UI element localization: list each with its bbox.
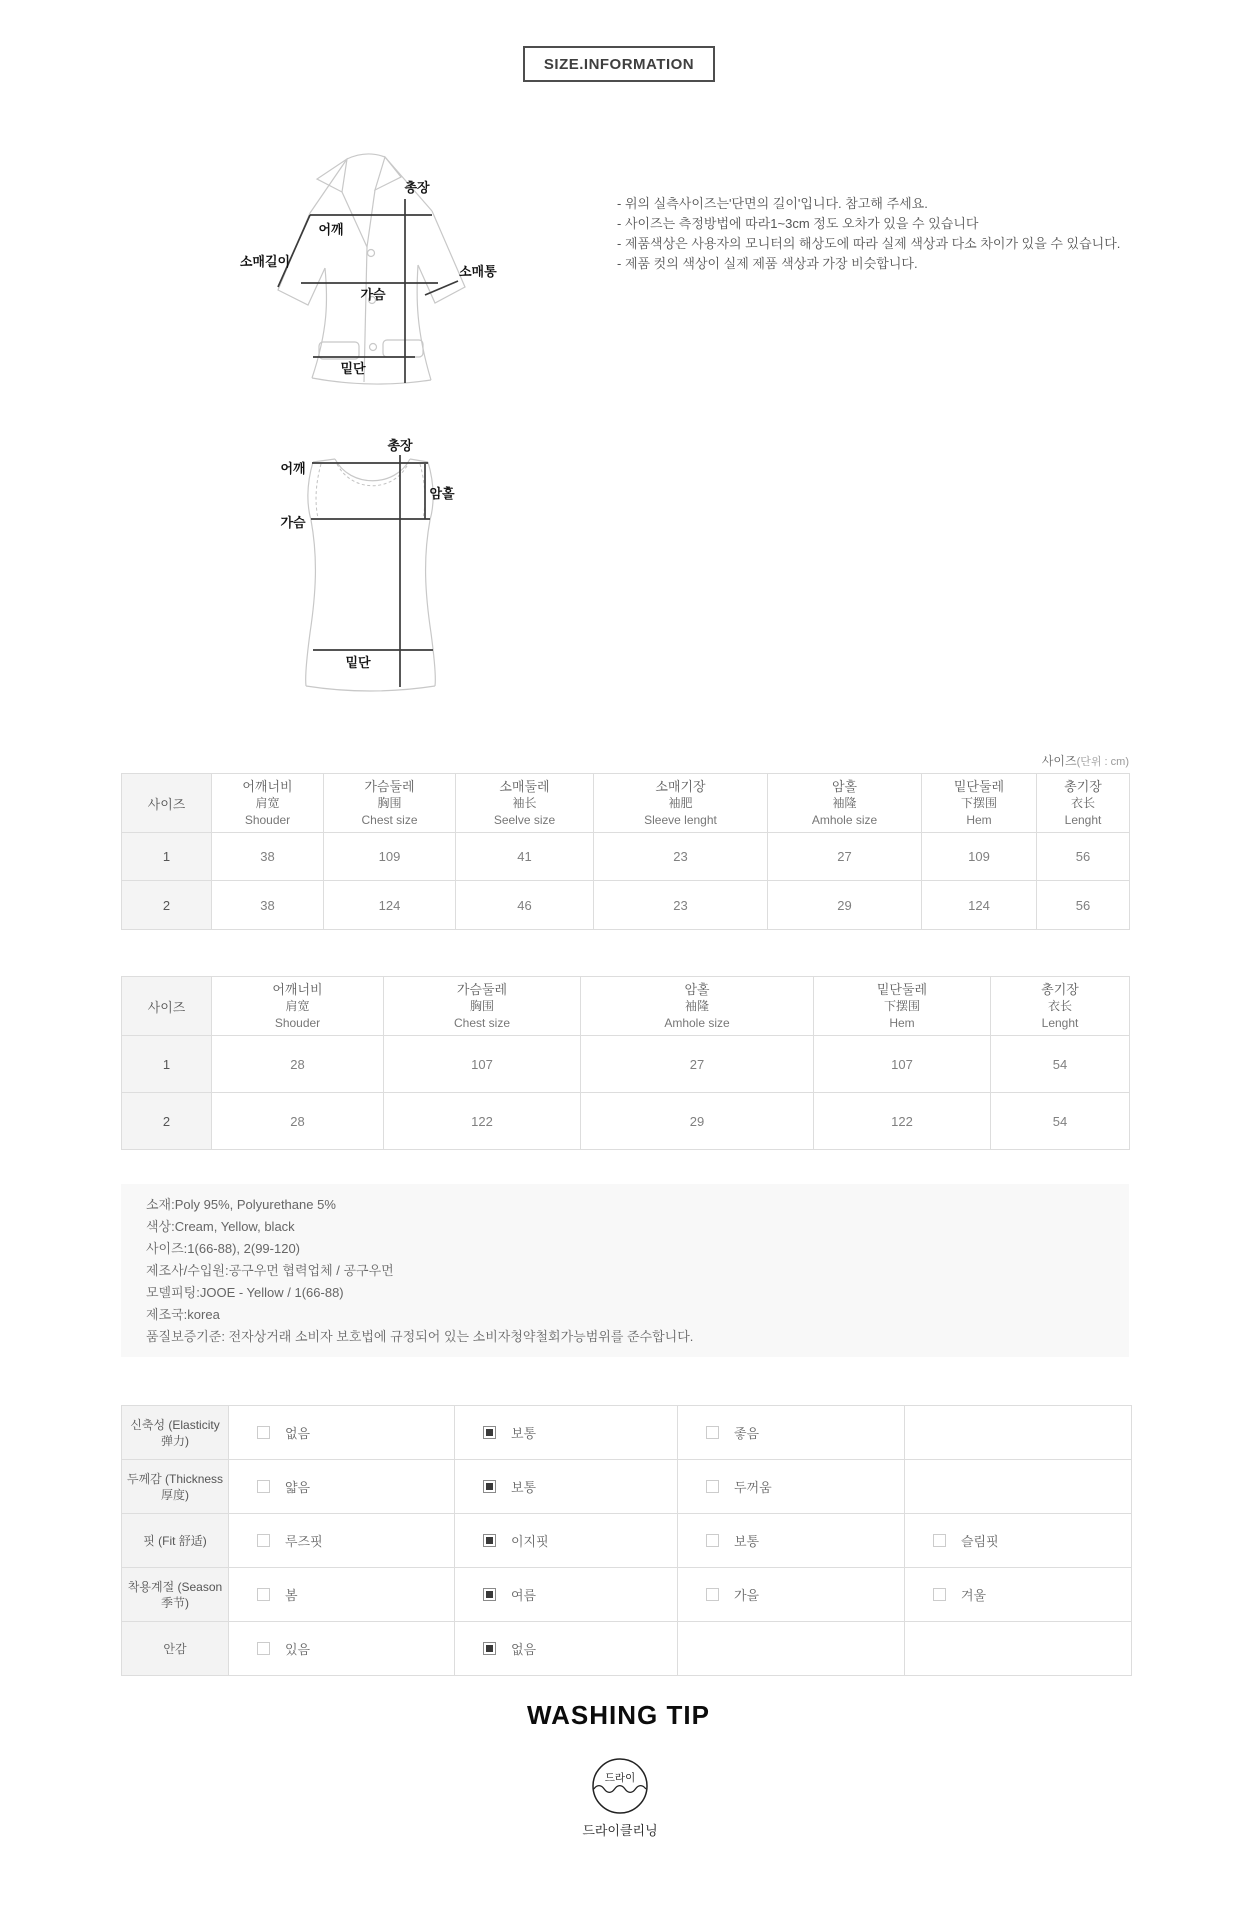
feature-option — [455, 1568, 678, 1622]
feature-option-label: 봄 — [285, 1588, 298, 1603]
feature-option — [455, 1514, 678, 1568]
table-cell: 28 — [212, 1093, 384, 1150]
measure-line-sleeve-length — [278, 215, 310, 287]
checkbox-icon — [257, 1534, 270, 1547]
feature-option-empty — [905, 1460, 1132, 1514]
size-unit-note: (단위 : cm) — [1076, 756, 1129, 768]
col-en: Lenght — [1041, 1015, 1079, 1030]
feature-row-thickness — [122, 1460, 1132, 1514]
table-cell: 109 — [922, 833, 1037, 881]
col-en: Sleeve lenght — [644, 812, 717, 827]
checkbox-icon — [706, 1588, 719, 1601]
table2-col-shoulder — [212, 977, 384, 1036]
feature-option-empty — [905, 1406, 1132, 1460]
feature-option-empty — [905, 1622, 1132, 1676]
jacket-label-hem: 밑단 — [340, 361, 366, 376]
feature-option-label: 보통 — [734, 1534, 760, 1549]
table-cell: 109 — [324, 833, 456, 881]
sleeveless-label-armhole: 암홀 — [429, 486, 455, 501]
col-cn: 胸围 — [377, 795, 402, 810]
checkbox-icon — [257, 1426, 270, 1439]
feature-option-label: 가을 — [734, 1588, 760, 1603]
col-en: Shouder — [244, 812, 291, 827]
jacket-side-left — [312, 268, 327, 378]
feature-option — [678, 1568, 905, 1622]
table-row — [122, 881, 1130, 930]
feature-label: 착용계절 (Season 季节) — [122, 1568, 229, 1622]
feature-option-label: 루즈핏 — [285, 1534, 323, 1549]
size-table-sleeveless — [121, 976, 1130, 1150]
table-row — [122, 1036, 1130, 1093]
product-info-warranty: 품질보증기준: 전자상거래 소비자 보호법에 규정되어 있는 소비자청약철회가능범위를 준수합니다. — [146, 1329, 694, 1344]
checkbox-icon — [257, 1480, 270, 1493]
jacket-label-sleeve-length: 소매길이 — [239, 254, 291, 269]
jacket-sleeve-right — [418, 211, 465, 303]
jacket-button — [370, 344, 377, 351]
table-cell: 56 — [1037, 881, 1130, 930]
product-info-panel — [121, 1184, 1129, 1357]
jacket-label-shoulder: 어깨 — [318, 222, 344, 237]
col-cn: 肩宽 — [255, 795, 280, 810]
table-cell: 27 — [581, 1036, 814, 1093]
col-ko: 총기장 — [1041, 981, 1079, 997]
jacket-neck — [347, 154, 385, 159]
water-wave-line — [594, 1786, 646, 1793]
jacket-pocket-right — [383, 340, 423, 357]
feature-row-fit — [122, 1514, 1132, 1568]
col-cn: 袖隆 — [684, 998, 709, 1013]
sleeveless-side-left — [306, 462, 316, 686]
feature-label: 핏 (Fit 舒适) — [122, 1514, 229, 1568]
jacket-measure-diagram-icon — [215, 135, 515, 400]
table-header-row — [122, 774, 1130, 833]
table-cell: 28 — [212, 1036, 384, 1093]
feature-option — [678, 1460, 905, 1514]
table1-col-armhole — [768, 774, 922, 833]
col-ko: 소매둘레 — [499, 778, 550, 794]
size-row-label: 1 — [122, 1036, 212, 1093]
jacket-hem-edge — [312, 378, 431, 384]
jacket-button — [368, 250, 375, 257]
jacket-lapel — [342, 190, 375, 247]
checkbox-icon — [706, 1426, 719, 1439]
table2-col-hem — [814, 977, 991, 1036]
col-cn: 衣长 — [1047, 998, 1072, 1013]
table1-col-shoulder — [212, 774, 324, 833]
checkbox-icon — [933, 1588, 946, 1601]
table-cell: 122 — [384, 1093, 581, 1150]
col-ko: 암홀 — [684, 981, 710, 997]
table2-col-chest — [384, 977, 581, 1036]
col-en: Lenght — [1064, 812, 1102, 827]
table2-col-armhole — [581, 977, 814, 1036]
table-cell: 29 — [581, 1093, 814, 1150]
product-info-material: 소재:Poly 95%, Polyurethane 5% — [146, 1197, 336, 1212]
col-cn: 袖肥 — [668, 795, 693, 810]
feature-option-label: 슬림핏 — [961, 1534, 999, 1549]
col-en: Amhole size — [811, 812, 878, 827]
feature-option-label: 보통 — [511, 1426, 537, 1441]
size-row-label: 1 — [122, 833, 212, 881]
table-cell: 124 — [324, 881, 456, 930]
product-info-color: 색상:Cream, Yellow, black — [146, 1219, 295, 1234]
feature-option — [455, 1406, 678, 1460]
feature-option — [905, 1568, 1132, 1622]
col-en: Chest size — [453, 1015, 511, 1030]
col-ko: 가슴둘레 — [364, 778, 415, 794]
jacket-collar-left — [317, 159, 347, 192]
sleeveless-label-hem: 밑단 — [345, 655, 371, 670]
table-cell: 124 — [922, 881, 1037, 930]
table1-col-chest — [324, 774, 456, 833]
sleeveless-label-chest: 가슴 — [280, 515, 306, 530]
checkbox-icon — [257, 1642, 270, 1655]
feature-option — [678, 1514, 905, 1568]
note-line: - 제품 컷의 색상이 실제 제품 색상과 가장 비슷합니다. — [617, 256, 918, 271]
col-cn: 肩宽 — [285, 998, 310, 1013]
col-en: Chest size — [361, 812, 418, 827]
note-line: - 제품색상은 사용자의 모니터의 해상도에 따라 실제 색상과 다소 차이가 있을 수 있습니다. — [617, 236, 1121, 251]
checkbox-icon — [483, 1642, 496, 1655]
table-cell: 107 — [814, 1036, 991, 1093]
sleeveless-strap-right — [410, 459, 428, 462]
col-en: Shouder — [274, 1015, 321, 1030]
table-cell: 54 — [991, 1093, 1130, 1150]
size-unit-label — [121, 752, 1129, 769]
table-cell: 38 — [212, 833, 324, 881]
washing-caption: 드라이클리닝 — [582, 1823, 658, 1838]
feature-option-label: 이지핏 — [511, 1534, 549, 1549]
note-line: - 위의 실측사이즈는'단면의 길이'입니다. 참고해 주세요. — [617, 196, 928, 211]
col-cn: 袖隆 — [832, 795, 857, 810]
table-cell: 46 — [456, 881, 594, 930]
feature-option-label: 겨울 — [961, 1588, 987, 1603]
col-cn: 下摆围 — [883, 998, 920, 1013]
feature-option-label: 없음 — [511, 1642, 537, 1657]
feature-option — [229, 1568, 455, 1622]
checkbox-icon — [257, 1588, 270, 1601]
table-header-row — [122, 977, 1130, 1036]
table-cell: 23 — [594, 833, 768, 881]
table1-col-sleeve-size — [456, 774, 594, 833]
table2-corner-header: 사이즈 — [122, 977, 212, 1036]
size-notes — [617, 196, 1127, 276]
table-row — [122, 1093, 1130, 1150]
product-info-size: 사이즈:1(66-88), 2(99-120) — [146, 1241, 301, 1256]
jacket-label-chest: 가슴 — [360, 287, 386, 302]
table2-col-length — [991, 977, 1130, 1036]
checkbox-icon — [483, 1426, 496, 1439]
size-information-title-box — [523, 46, 715, 82]
feature-label: 두께감 (Thickness 厚度) — [122, 1460, 229, 1514]
table-cell: 27 — [768, 833, 922, 881]
table1-corner-header: 사이즈 — [122, 774, 212, 833]
table-cell: 23 — [594, 881, 768, 930]
feature-option-label: 얇음 — [285, 1480, 311, 1495]
size-row-label: 2 — [122, 1093, 212, 1150]
col-cn: 下摆围 — [960, 795, 997, 810]
col-en: Hem — [889, 1015, 915, 1030]
note-line: - 사이즈는 측정방법에 따라1~3cm 정도 오차가 있을 수 있습니다 — [617, 216, 979, 231]
col-cn: 袖长 — [512, 795, 537, 810]
size-unit-prefix: 사이즈 — [1041, 754, 1077, 768]
table-cell: 56 — [1037, 833, 1130, 881]
col-cn: 衣长 — [1070, 795, 1095, 810]
feature-option — [229, 1460, 455, 1514]
feature-row-elasticity — [122, 1406, 1132, 1460]
feature-option — [678, 1406, 905, 1460]
feature-option — [229, 1622, 455, 1676]
feature-option-label: 여름 — [511, 1588, 537, 1603]
feature-option-empty — [678, 1622, 905, 1676]
checkbox-icon — [933, 1534, 946, 1547]
feature-option-label: 없음 — [285, 1426, 311, 1441]
checkbox-icon — [706, 1534, 719, 1547]
table1-col-sleeve-length — [594, 774, 768, 833]
col-ko: 어깨너비 — [272, 981, 323, 997]
table-cell: 29 — [768, 881, 922, 930]
checkbox-icon — [483, 1588, 496, 1601]
size-row-label: 2 — [122, 881, 212, 930]
col-cn: 胸围 — [469, 998, 494, 1013]
feature-row-season — [122, 1568, 1132, 1622]
feature-option — [455, 1460, 678, 1514]
feature-row-lining — [122, 1622, 1132, 1676]
table-cell: 38 — [212, 881, 324, 930]
table1-col-hem — [922, 774, 1037, 833]
jacket-label-length: 총장 — [404, 180, 430, 195]
sleeveless-neckline-seam — [337, 464, 408, 486]
sleeveless-label-shoulder: 어깨 — [280, 461, 306, 476]
page-title: SIZE.INFORMATION — [543, 55, 695, 73]
sleeveless-measure-diagram-icon — [265, 428, 495, 713]
feature-option — [229, 1514, 455, 1568]
table1-col-length — [1037, 774, 1130, 833]
product-info-model-fitting: 모델피팅:JOOE - Yellow / 1(66-88) — [146, 1285, 344, 1300]
sleeveless-hem-edge — [306, 686, 435, 691]
col-ko: 밑단둘레 — [953, 778, 1005, 794]
product-info-country: 제조국:korea — [146, 1307, 220, 1322]
sleeveless-armhole-seam-left — [316, 464, 321, 518]
table-cell: 41 — [456, 833, 594, 881]
col-ko: 가슴둘레 — [456, 981, 508, 997]
table-row — [122, 833, 1130, 881]
product-info-manufacturer: 제조사/수입원:공구우먼 협력업체 / 공구우먼 — [146, 1263, 394, 1278]
sleeveless-label-length: 총장 — [387, 438, 413, 453]
col-ko: 소매기장 — [655, 778, 706, 794]
col-ko: 밑단둘레 — [876, 981, 928, 997]
feature-option-label: 좋음 — [734, 1426, 760, 1441]
col-ko: 어깨너비 — [242, 778, 293, 794]
checkbox-icon — [483, 1480, 496, 1493]
checkbox-icon — [483, 1534, 496, 1547]
feature-table — [121, 1405, 1132, 1676]
table-cell: 107 — [384, 1036, 581, 1093]
feature-label: 안감 — [122, 1622, 229, 1676]
dry-cleaning-icon — [590, 1756, 650, 1816]
jacket-shoulder-left — [310, 159, 347, 213]
size-table-jacket — [121, 773, 1130, 930]
feature-option — [229, 1406, 455, 1460]
feature-option — [905, 1514, 1132, 1568]
col-ko: 총기장 — [1064, 778, 1102, 794]
feature-option — [455, 1622, 678, 1676]
jacket-label-sleeve-width: 소매통 — [459, 264, 497, 279]
table-cell: 122 — [814, 1093, 991, 1150]
col-en: Amhole size — [664, 1015, 730, 1030]
col-ko: 암홀 — [831, 778, 858, 794]
table-cell: 54 — [991, 1036, 1130, 1093]
sleeveless-strap-left — [313, 459, 335, 462]
feature-option-label: 두꺼움 — [734, 1480, 772, 1495]
checkbox-icon — [706, 1480, 719, 1493]
col-en: Hem — [966, 812, 992, 827]
dry-cleaning-icon-label: 드라이 — [604, 1772, 636, 1784]
feature-label: 신축성 (Elasticity 弹力) — [122, 1406, 229, 1460]
jacket-collar-right — [375, 157, 401, 190]
feature-option-label: 보통 — [511, 1480, 537, 1495]
col-en: Seelve size — [493, 812, 556, 827]
washing-tip-title: WASHING TIP — [527, 1700, 710, 1730]
feature-option-label: 있음 — [285, 1642, 311, 1657]
